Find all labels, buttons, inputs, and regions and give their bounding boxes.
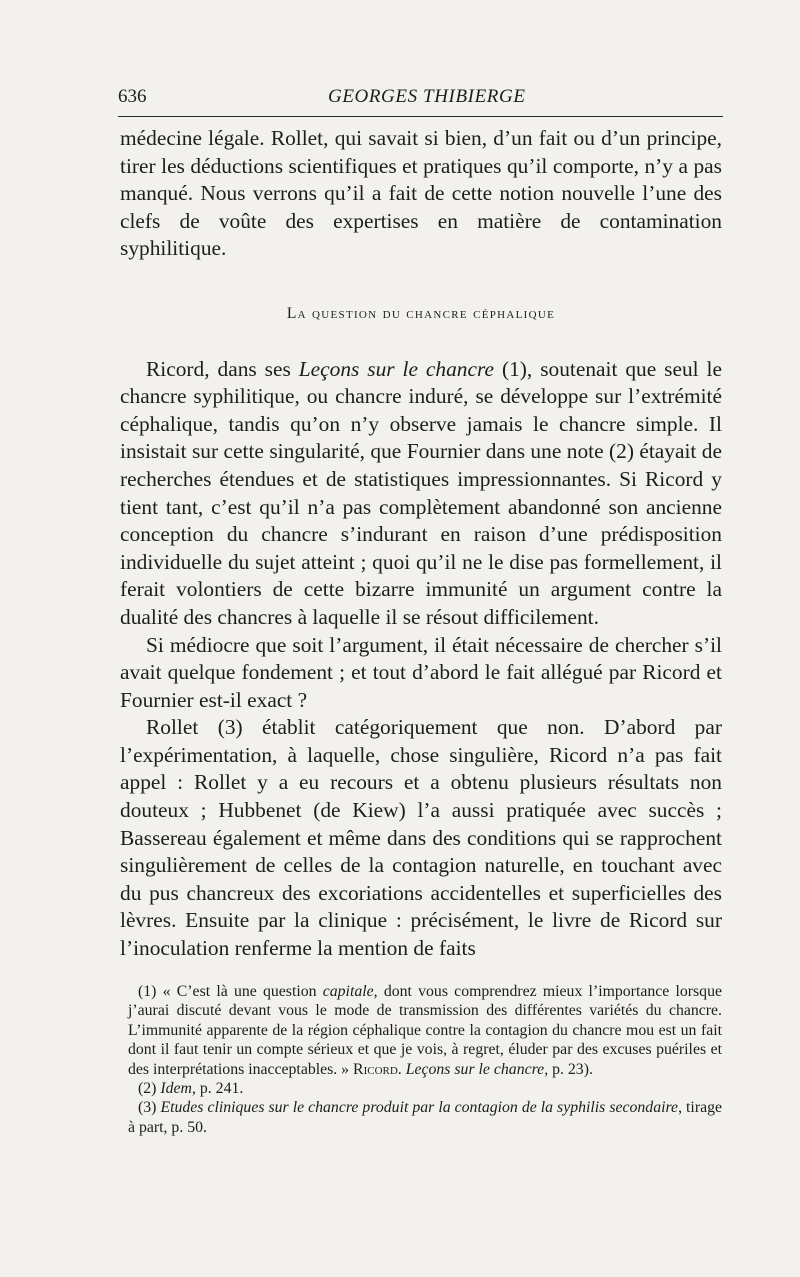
section-heading: La question du chancre céphalique: [286, 304, 556, 322]
footnote-1-sep: .: [397, 1060, 406, 1078]
paragraph-2: [120, 356, 722, 632]
footnote-3-title: Etudes cliniques sur le chancre produit par la contagion de la syphilis secondaire: [160, 1099, 679, 1117]
footnote-3-number: (3): [138, 1099, 161, 1117]
footnote-1-emphasis: capitale: [322, 983, 374, 1000]
footnote-2-text: , p. 241.: [191, 1080, 244, 1098]
running-title: GEORGES THIBIERGE: [328, 86, 526, 107]
footnote-1: [128, 982, 722, 1079]
footnote-2-emphasis: Idem: [160, 1080, 192, 1098]
footnote-1-text-b: , dont vous comprendrez mieux l’importance lorsque j’aurai discuté devant vous le mode de transmission des différentes variétés du chancre. L’immunité apparente de la région céphalique contre la contagion du chancre mou est un fait dont il faut tenir un compte sérieux et que je vois, à regret, éluder par des excuses puériles et des interprétations inacceptables. »: [128, 983, 722, 1078]
footnote-1-title: Leçons sur le chancre: [405, 1060, 545, 1078]
footnote-3: [128, 1098, 722, 1137]
main-text: [120, 125, 722, 963]
page-header: [118, 86, 723, 117]
paragraph-2-rest: (1), soutenait que seul le chancre syphilitique, ou chancre induré, se développe sur l’extrémité céphalique, tandis qu’on n’y observe jamais le chancre simple. Il insistait sur cette singularité, que Fournier dans une note (2) étayait de recherches étendues et de statistiques impressionnantes. Si Ricord y tient tant, c’est qu’il n’a pas complètement abandonné son ancienne conception du chancre s’indurant en raison d’une prédisposition individuelle du sujet atteint ; quoi qu’il ne le dise pas formellement, il ferait volontiers de cette bizarre immunité un argument contre la dualité des chancres à laquelle il se résout difficilement.: [120, 356, 722, 629]
paragraph-2-start: Ricord, dans ses: [146, 356, 299, 381]
footnote-1-end: , p. 23).: [544, 1060, 593, 1078]
footnotes: [128, 982, 722, 1137]
paragraph-3: Si médiocre que soit l’argument, il était nécessaire de chercher s’il avait quelque fondement ; et tout d’abord le fait allégué par Ricord et Fournier est-il exact ?: [120, 632, 722, 712]
page-number: 636: [118, 86, 147, 107]
footnote-2-number: (2): [138, 1080, 161, 1098]
book-title: Leçons sur le chancre: [298, 356, 495, 381]
footnote-3-text: , tirage à part, p. 50.: [128, 1099, 723, 1136]
paragraph-1: médecine légale. Rollet, qui savait si bien, d’un fait ou d’un principe, tirer les déductions scientifiques et pratiques qu’il comporte, n’y a pas manqué. Nous verrons qu’il a fait de cette notion nouvelle l’une des clefs de voûte des expertises en matière de contamination syphilitique.: [120, 126, 722, 261]
footnote-2: [128, 1079, 722, 1098]
footnote-1-author: Ricord: [353, 1060, 398, 1078]
footnote-1-text: (1) « C’est là une question: [138, 983, 323, 1000]
paragraph-4: Rollet (3) établit catégoriquement que non. D’abord par l’expérimentation, à laquelle, chose singulière, Ricord n’a pas fait appel : Rollet y a eu recours et a obtenu plusieurs résultats non douteux ; Hubbenet (de Kiew) l’a aussi pratiquée avec succès ; Bassereau également et même dans des conditions qui se rapprochent singulièrement de celles de la contagion naturelle, en touchant avec du pus chancreux des excoriations accidentelles et superficielles des lèvres. Ensuite par la clinique : précisément, le livre de Ricord sur l’inoculation renferme la mention de faits: [120, 715, 722, 961]
